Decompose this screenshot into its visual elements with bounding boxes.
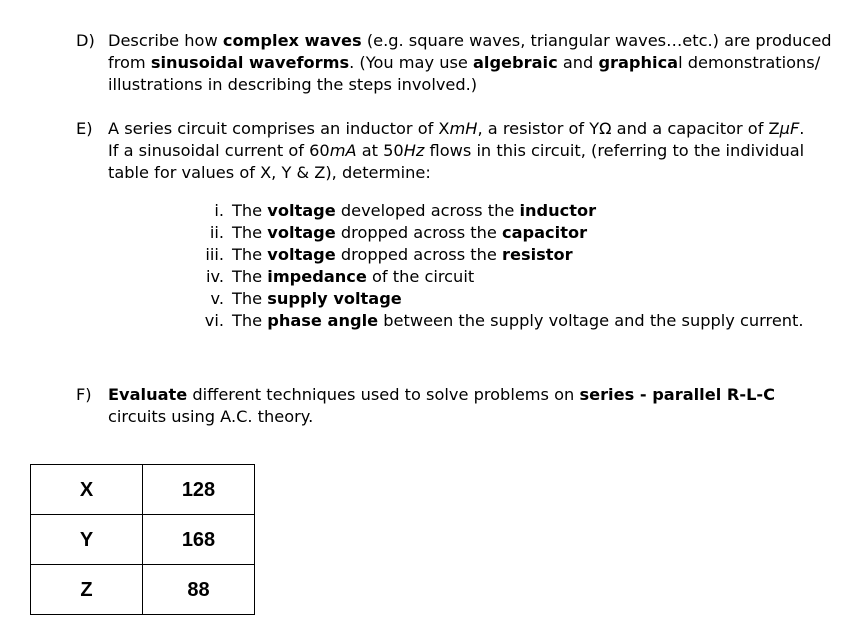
bold-run: series - parallel R-L-C [579, 385, 775, 404]
sub-question-item [194, 222, 836, 244]
text-run: The [232, 223, 268, 243]
bold-run: phase angle [267, 311, 379, 331]
bold-run: complex waves [222, 31, 362, 50]
text-run: between the supply voltage and the supply current. [378, 311, 804, 331]
text-run: . [799, 119, 805, 138]
question-e [76, 118, 836, 348]
italic-run: Hz [403, 141, 425, 160]
table-value-cell: 168 [143, 515, 255, 565]
bold-run: Evaluate [108, 385, 188, 404]
question-f [76, 384, 836, 428]
table-key-cell: Y [31, 515, 143, 565]
bold-run: capacitor [502, 223, 588, 243]
text-run: The [232, 267, 268, 287]
sub-question-number: i. [214, 201, 224, 221]
sub-question-item [194, 288, 836, 310]
text-run: Describe how [108, 31, 223, 50]
table-row [31, 515, 255, 565]
text-run: , a resistor of YΩ and a capacitor of Z [477, 119, 780, 138]
table-row [31, 565, 255, 615]
bold-run: voltage [267, 245, 336, 265]
text-run: (e.g. square waves, triangular waves…etc.) are produced from [108, 31, 832, 72]
text-run: circuits using A.C. theory. [108, 407, 314, 426]
table-key-cell: X [31, 465, 143, 515]
text-run: flows in this circuit, (referring to the individual table for values of X, Y & Z), determine: [108, 141, 805, 182]
text-run: l demonstrations/ illustrations in describing the steps involved.) [108, 53, 821, 94]
bold-run: impedance [267, 267, 367, 287]
table-key-cell: Z [31, 565, 143, 615]
bold-run: voltage [267, 223, 336, 243]
sub-question-item [194, 200, 836, 222]
text-run: A series circuit comprises an inductor of X [108, 119, 450, 138]
question-e-text [108, 118, 836, 184]
question-d [76, 30, 836, 96]
text-run: different techniques used to solve problems on [187, 385, 580, 404]
question-f-label: F) [76, 385, 92, 404]
question-e-label: E) [76, 119, 93, 138]
bold-run: supply voltage [267, 289, 402, 309]
sub-question-number: iii. [205, 245, 224, 265]
bold-run: sinusoidal waveforms [150, 53, 350, 72]
text-run: The [232, 311, 268, 331]
sub-question-number: v. [210, 289, 224, 309]
bold-run: algebraic [473, 53, 558, 72]
text-run: The [232, 245, 268, 265]
values-table [30, 464, 255, 615]
sub-question-item [194, 310, 836, 332]
sub-question-list [194, 200, 836, 332]
text-run: at 50 [356, 141, 404, 160]
italic-run: mH [449, 119, 478, 138]
text-run: The [232, 289, 268, 309]
text-run: dropped across the [335, 245, 503, 265]
sub-question-item [194, 244, 836, 266]
italic-run: mA [329, 141, 357, 160]
bold-run: inductor [519, 201, 597, 221]
table-value-cell: 88 [143, 565, 255, 615]
sub-question-item [194, 266, 836, 288]
text-run: and [557, 53, 599, 72]
question-e-paragraph-2 [108, 140, 836, 184]
text-run: developed across the [335, 201, 520, 221]
text-run: If a sinusoidal current of 60 [108, 141, 330, 160]
sub-question-number: vi. [204, 311, 224, 331]
bold-run: graphica [598, 53, 679, 72]
bold-run: voltage [267, 201, 336, 221]
table-value-cell: 128 [143, 465, 255, 515]
sub-question-number: iv. [206, 267, 224, 287]
table-row [31, 465, 255, 515]
question-d-text [108, 30, 836, 96]
question-e-paragraph-1 [108, 118, 836, 140]
text-run: of the circuit [366, 267, 475, 287]
text-run: . (You may use [349, 53, 473, 72]
sub-question-number: ii. [209, 223, 224, 243]
text-run: dropped across the [335, 223, 503, 243]
question-f-text [108, 384, 836, 428]
text-run: The [232, 201, 268, 221]
question-d-label: D) [76, 31, 95, 50]
italic-run: μF [779, 119, 800, 138]
bold-run: resistor [502, 245, 573, 265]
